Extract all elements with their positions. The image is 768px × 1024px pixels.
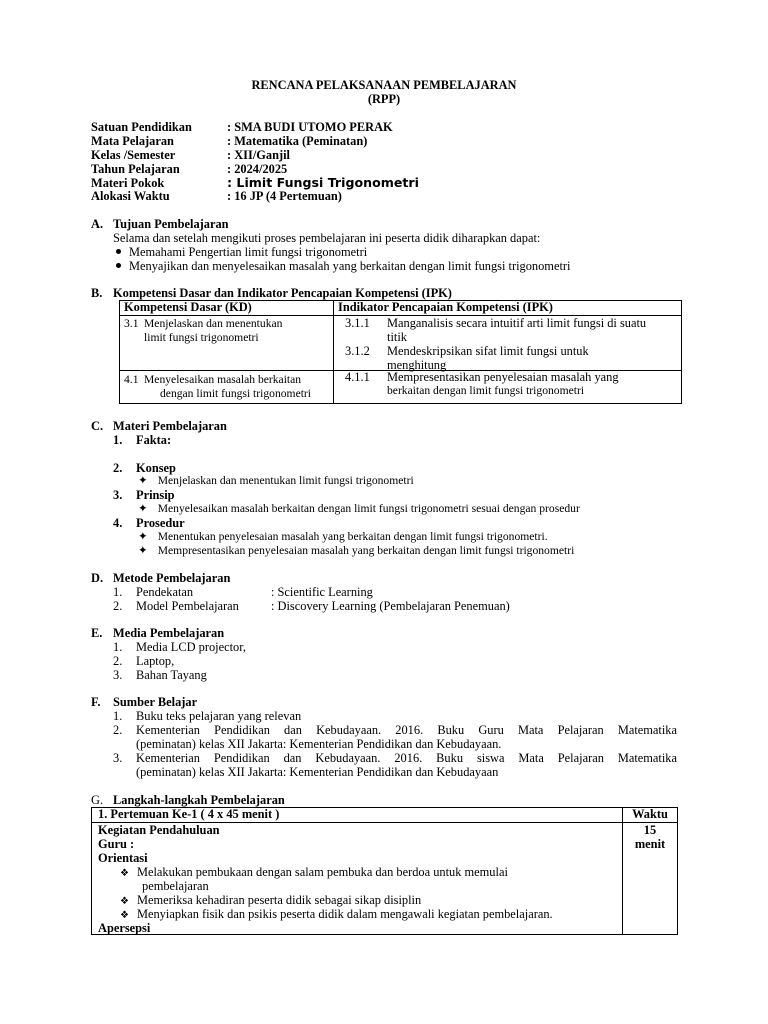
section-a-item-1-text: Memahami Pengertian limit fungsi trigonometri <box>129 245 368 259</box>
section-b-letter: B. <box>91 286 103 300</box>
col-ipk-header: Indikator Pencapaian Kompetensi (IPK) <box>334 301 682 316</box>
kd-cell-2 <box>120 370 334 403</box>
star-bullet-icon: ✦ <box>138 530 148 543</box>
prosedur-item-1 <box>138 530 548 544</box>
guru-label: Guru : <box>98 836 135 851</box>
section-c-letter: C. <box>91 419 104 433</box>
prosedur-item-1-text: Menentukan penyelesaian masalah yang berkaitan dengan limit fungsi trigonometri. <box>157 530 548 543</box>
time-unit: menit <box>634 836 666 851</box>
media-num-3: 3. <box>113 668 123 682</box>
section-f-heading: Sumber Belajar <box>113 695 198 709</box>
kd1-line1: Menjelaskan dan menentukan <box>144 316 283 330</box>
table-header-row <box>120 301 682 316</box>
metode-value-2: : Discovery Learning (Pembelajaran Penemuan) <box>271 599 510 613</box>
kd2-num: 4.1 <box>124 372 139 386</box>
ipk3-num: 4.1.1 <box>345 369 370 384</box>
ipk2-num: 3.1.2 <box>345 343 370 358</box>
ipk1-line2: titik <box>387 329 407 344</box>
prinsip-item-text: Menyelesaikan masalah berkaitan dengan limit fungsi trigonometri sesuai dengan prosedur <box>157 502 580 515</box>
prinsip-item <box>138 502 580 516</box>
section-a-intro: Selama dan setelah mengikuti proses pembelajaran ini peserta didik diharapkan dapat: <box>113 231 541 245</box>
star-bullet-icon: ✦ <box>138 544 148 557</box>
col-meeting-header: 1. Pertemuan Ke-1 ( 4 x 45 menit ) <box>92 808 623 823</box>
identity-value-tahun: : 2024/2025 <box>227 162 288 176</box>
media-item-2: Laptop, <box>136 654 175 668</box>
identity-value-satuan: : SMA BUDI UTOMO PERAK <box>227 120 393 134</box>
prinsip-label: Prinsip <box>136 488 175 502</box>
kd1-num: 3.1 <box>124 316 139 330</box>
section-b-heading: Kompetensi Dasar dan Indikator Pencapaian Kompetensi (IPK) <box>113 286 452 300</box>
step-3 <box>120 908 553 923</box>
prosedur-item-2-text: Mempresentasikan penyelesaian masalah yang berkaitan dengan limit fungsi trigonometri <box>157 544 575 557</box>
identity-label-mapel: Mata Pelajaran <box>91 134 174 148</box>
media-item-1: Media LCD projector, <box>136 640 246 654</box>
star-bullet-icon: ✦ <box>138 502 148 515</box>
orientasi-label: Orientasi <box>98 850 148 865</box>
identity-label-kelas: Kelas /Semester <box>91 148 176 162</box>
kd-ipk-table <box>119 300 682 404</box>
ipk1-num: 3.1.1 <box>345 315 370 330</box>
col-kd-header: Kompetensi Dasar (KD) <box>120 301 334 316</box>
step-1-line1: Melakukan pembukaan dengan salam pembuka dan berdoa untuk memulai <box>136 864 508 879</box>
section-g-heading: Langkah-langkah Pembelajaran <box>113 793 285 807</box>
langkah-table <box>91 807 678 935</box>
section-c-heading: Materi Pembelajaran <box>113 419 227 433</box>
prosedur-item-2 <box>138 544 574 558</box>
table-row <box>92 822 678 934</box>
document-title: RENCANA PELAKSANAAN PEMBELAJARAN <box>251 78 517 92</box>
kegiatan-cell <box>92 822 623 934</box>
fakta-num: 1. <box>113 433 123 447</box>
section-e-heading: Media Pembelajaran <box>113 626 225 640</box>
ipk-cell-1 <box>334 315 682 370</box>
step-1-line2: pembelajaran <box>142 878 209 893</box>
time-value: 15 <box>643 822 657 837</box>
konsep-num: 2. <box>113 461 123 475</box>
bullet-icon <box>116 249 121 254</box>
bullet-icon <box>116 263 121 268</box>
section-d-heading: Metode Pembelajaran <box>113 571 231 585</box>
sumber-item-2-line2: (peminatan) kelas XII Jakarta: Kementerian Pendidikan dan Kebudayaan. <box>136 737 502 751</box>
metode-label-1: Pendekatan <box>136 585 194 599</box>
identity-value-mapel: : Matematika (Peminatan) <box>227 134 368 148</box>
document-subtitle: (RPP) <box>367 92 401 106</box>
identity-label-satuan: Satuan Pendidikan <box>91 120 192 134</box>
konsep-item <box>138 474 414 488</box>
identity-label-tahun: Tahun Pelajaran <box>91 162 180 176</box>
col-time-header: Waktu <box>623 808 678 823</box>
sumber-item-2-line1: Kementerian Pendidikan dan Kebudayaan. 2016. Buku Guru Mata Pelajaran Matematika <box>136 723 677 737</box>
ipk2-line1: Mendeskripsikan sifat limit fungsi untuk <box>387 343 589 358</box>
prosedur-num: 4. <box>113 516 123 530</box>
diamond-bullet-icon: ❖ <box>120 867 129 879</box>
section-a-item-2 <box>116 260 570 274</box>
prosedur-label: Prosedur <box>136 516 185 530</box>
identity-label-alokasi: Alokasi Waktu <box>91 189 170 203</box>
sumber-num-1: 1. <box>113 709 123 723</box>
kegiatan-label: Kegiatan Pendahuluan <box>98 822 220 837</box>
step-2-text: Memeriksa kehadiran peserta didik sebagai sikap disiplin <box>136 892 422 907</box>
diamond-bullet-icon: ❖ <box>120 895 129 907</box>
sumber-item-3-line2: (peminatan) kelas XII Jakarta: Kementerian Pendidikan dan Kebudayaan <box>136 765 499 779</box>
metode-num-1: 1. <box>113 585 123 599</box>
star-bullet-icon: ✦ <box>138 474 148 487</box>
kd2-line2: dengan limit fungsi trigonometri <box>160 386 312 400</box>
section-f-letter: F. <box>91 695 101 709</box>
metode-label-2: Model Pembelajaran <box>136 599 239 613</box>
step-3-text: Menyiapkan fisik dan psikis peserta didik dalam mengawali kegiatan pembelajaran. <box>136 906 553 921</box>
ipk2-line2: menghitung <box>387 357 447 372</box>
fakta-label: Fakta: <box>136 433 172 447</box>
ipk1-line1: Manganalisis secara intuitif arti limit fungsi di suatu <box>387 315 647 330</box>
section-d-letter: D. <box>91 571 104 585</box>
metode-num-2: 2. <box>113 599 123 613</box>
media-item-3: Bahan Tayang <box>136 668 207 682</box>
konsep-label: Konsep <box>136 461 176 475</box>
time-cell <box>623 822 678 934</box>
sumber-num-3: 3. <box>113 751 123 765</box>
table-row <box>120 370 682 403</box>
table-header-row <box>92 808 678 823</box>
identity-value-kelas: : XII/Ganjil <box>227 148 290 162</box>
sumber-num-2: 2. <box>113 723 123 737</box>
section-e-letter: E. <box>91 626 103 640</box>
media-num-2: 2. <box>113 654 123 668</box>
ipk3-line1: Mempresentasikan penyelesaian masalah yang <box>387 369 619 384</box>
ipk3-line2: berkaitan dengan limit fungsi trigonometri <box>387 383 585 397</box>
table-row <box>120 315 682 370</box>
konsep-item-text: Menjelaskan dan menentukan limit fungsi trigonometri <box>157 474 414 487</box>
kd1-line2: limit fungsi trigonometri <box>144 330 259 344</box>
media-num-1: 1. <box>113 640 123 654</box>
section-a-item-1 <box>116 246 367 260</box>
sumber-item-1: Buku teks pelajaran yang relevan <box>136 709 302 723</box>
apersepsi-label: Apersepsi <box>98 920 151 935</box>
metode-value-1: : Scientific Learning <box>271 585 373 599</box>
identity-value-alokasi: : 16 JP (4 Pertemuan) <box>227 189 342 203</box>
kd2-line1: Menyelesaikan masalah berkaitan <box>144 372 302 386</box>
identity-value-materi: : Limit Fungsi Trigonometri <box>227 175 419 190</box>
ipk-cell-2 <box>334 370 682 403</box>
section-a-heading: Tujuan Pembelajaran <box>113 217 229 231</box>
sumber-item-3-line1: Kementerian Pendidikan dan Kebudayaan. 2016. Buku siswa Mata Pelajaran Matematika <box>136 751 677 765</box>
diamond-bullet-icon: ❖ <box>120 909 129 921</box>
section-g-letter: G. <box>91 793 104 807</box>
identity-label-materi: Materi Pokok <box>91 176 165 190</box>
section-a-item-2-text: Menyajikan dan menyelesaikan masalah yang berkaitan dengan limit fungsi trigonometri <box>129 259 571 273</box>
kd-cell-1 <box>120 315 334 370</box>
prinsip-num: 3. <box>113 488 123 502</box>
section-a-letter: A. <box>91 217 104 231</box>
